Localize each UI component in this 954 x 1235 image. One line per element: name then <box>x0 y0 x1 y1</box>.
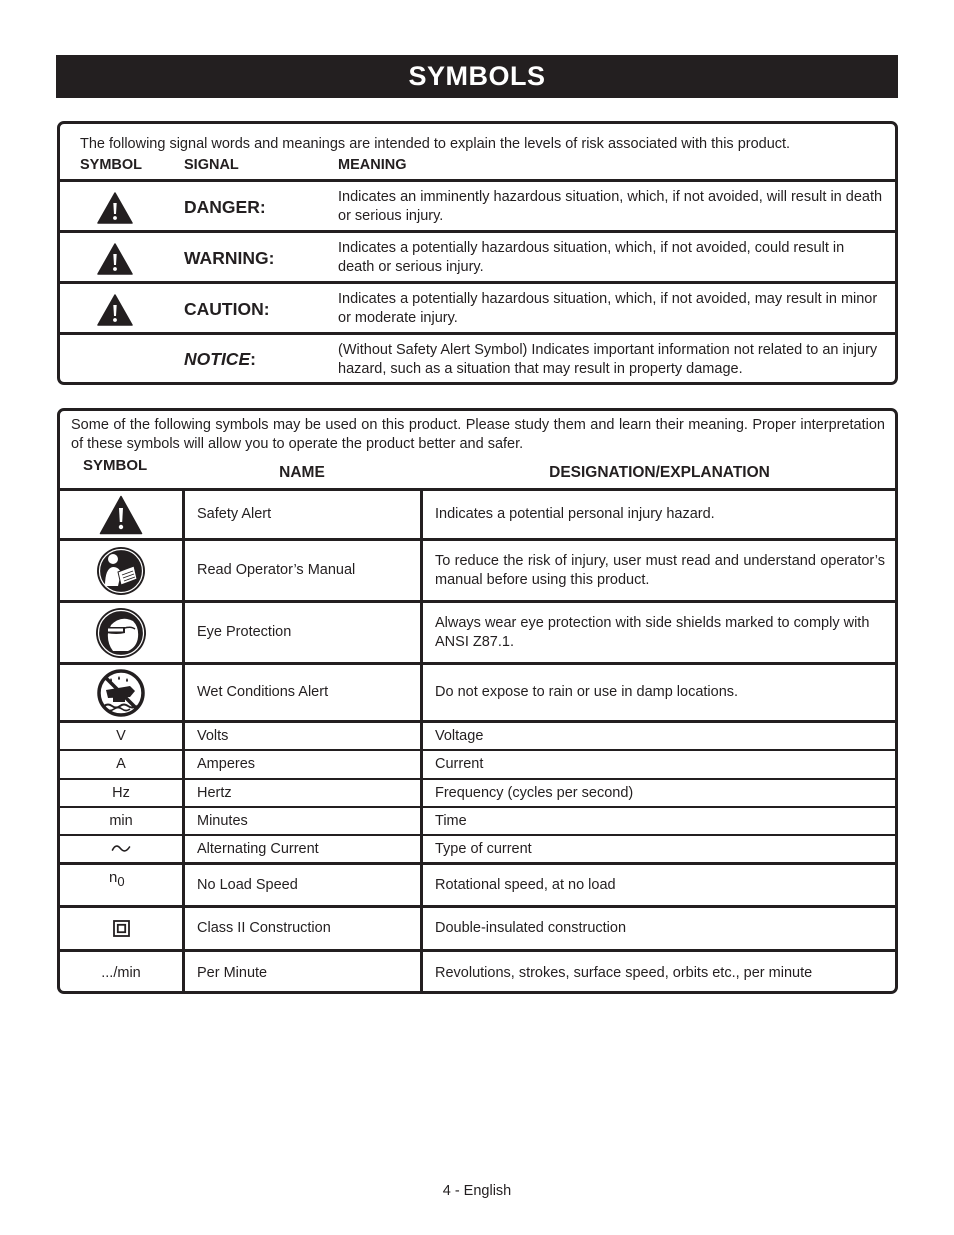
symbol-cell <box>60 603 182 662</box>
symbol-name: No Load Speed <box>197 876 298 893</box>
symbol-designation: Type of current <box>435 840 532 857</box>
page-title: SYMBOLS <box>56 55 898 98</box>
symbol-designation: Do not expose to rain or use in damp locations. <box>435 684 739 701</box>
symbol-cell <box>60 541 182 600</box>
symbol-designation: Always wear eye protection with side shields marked to comply with ANSI Z87.1. <box>435 615 870 650</box>
symbol-name: Safety Alert <box>197 506 272 523</box>
symbol-name: Minutes <box>197 812 248 829</box>
symbol-cell <box>60 836 182 862</box>
signal-intro: The following signal words and meanings are intended to explain the levels of risk associated with this product. <box>80 136 791 152</box>
symbol-name: Read Operator’s Manual <box>197 562 356 579</box>
warning-triangle-icon <box>97 192 133 224</box>
symbol-cell <box>60 908 182 949</box>
symbol-designation: Indicates a potential personal injury hazard. <box>435 506 715 523</box>
wet-conditions-icon <box>97 669 145 717</box>
symbol-name: Per Minute <box>197 964 268 981</box>
header-symbol: SYMBOL <box>83 457 148 474</box>
symbol-text: .../min <box>101 964 141 981</box>
symbol-name: Amperes <box>197 756 256 773</box>
signal-words-table <box>57 121 898 385</box>
symbol-text: $n_0$ <box>109 869 125 889</box>
symbol-designation: Current <box>435 756 484 773</box>
header-signal: SIGNAL <box>184 157 239 173</box>
read-manual-icon <box>96 546 146 596</box>
symbol-name: Alternating Current <box>197 840 319 857</box>
safety-alert-icon <box>99 495 143 535</box>
symbols-intro: Some of the following symbols may be used on this product. Please study them and learn their meaning. Proper interpretation of these symbols will allow you to operate the product better and safer. <box>71 417 885 452</box>
symbol-designation: Frequency (cycles per second) <box>435 784 634 801</box>
symbol-designation: Time <box>435 812 467 829</box>
symbol-text: A <box>116 756 126 773</box>
symbol-text: Hz <box>112 784 130 801</box>
symbols-table <box>57 408 898 994</box>
symbol-name: Volts <box>197 727 229 744</box>
signal-danger: DANGER: <box>184 197 266 217</box>
symbol-name: Class II Construction <box>197 920 331 937</box>
symbol-designation: Revolutions, strokes, surface speed, orbits etc., per minute <box>435 964 813 981</box>
meaning-caution: Indicates a potentially hazardous situation, which, if not avoided, may result in minor or moderate injury. <box>338 291 878 326</box>
symbol-text: V <box>116 727 126 744</box>
meaning-danger: Indicates an imminently hazardous situation, which, if not avoided, will result in death or serious injury. <box>338 189 883 224</box>
symbol-designation: Voltage <box>435 727 484 744</box>
meaning-notice: (Without Safety Alert Symbol) Indicates important information not related to an injury hazard, such as a situation that may result in property damage. <box>338 342 878 377</box>
meaning-warning: Indicates a potentially hazardous situation, which, if not avoided, could result in death or serious injury. <box>338 240 845 275</box>
symbol-name: Wet Conditions Alert <box>197 684 329 701</box>
symbol-cell <box>60 491 182 538</box>
header-designation: DESIGNATION/EXPLANATION <box>549 464 770 481</box>
symbol-name: Eye Protection <box>197 624 292 641</box>
page-footer: 4 - English <box>442 1183 512 1199</box>
class-ii-construction-icon <box>113 920 130 937</box>
header-symbol: SYMBOL <box>80 157 143 173</box>
header-meaning: MEANING <box>338 157 407 173</box>
symbol-cell <box>60 665 182 720</box>
signal-notice: NOTICE: <box>184 349 256 369</box>
symbol-designation: To reduce the risk of injury, user must read and understand operator’s manual before using this product. <box>435 553 885 588</box>
symbol-name: Hertz <box>197 784 232 801</box>
symbol-designation: Double-insulated construction <box>435 920 627 937</box>
warning-triangle-icon <box>97 294 133 326</box>
symbol-designation: Rotational speed, at no load <box>435 876 616 893</box>
signal-caution: CAUTION: <box>184 299 270 319</box>
symbol-text: min <box>109 812 133 829</box>
eye-protection-icon <box>95 607 147 659</box>
signal-warning: WARNING: <box>184 248 275 268</box>
warning-triangle-icon <box>97 243 133 275</box>
alternating-current-icon <box>111 843 131 855</box>
header-name: NAME <box>279 464 325 481</box>
